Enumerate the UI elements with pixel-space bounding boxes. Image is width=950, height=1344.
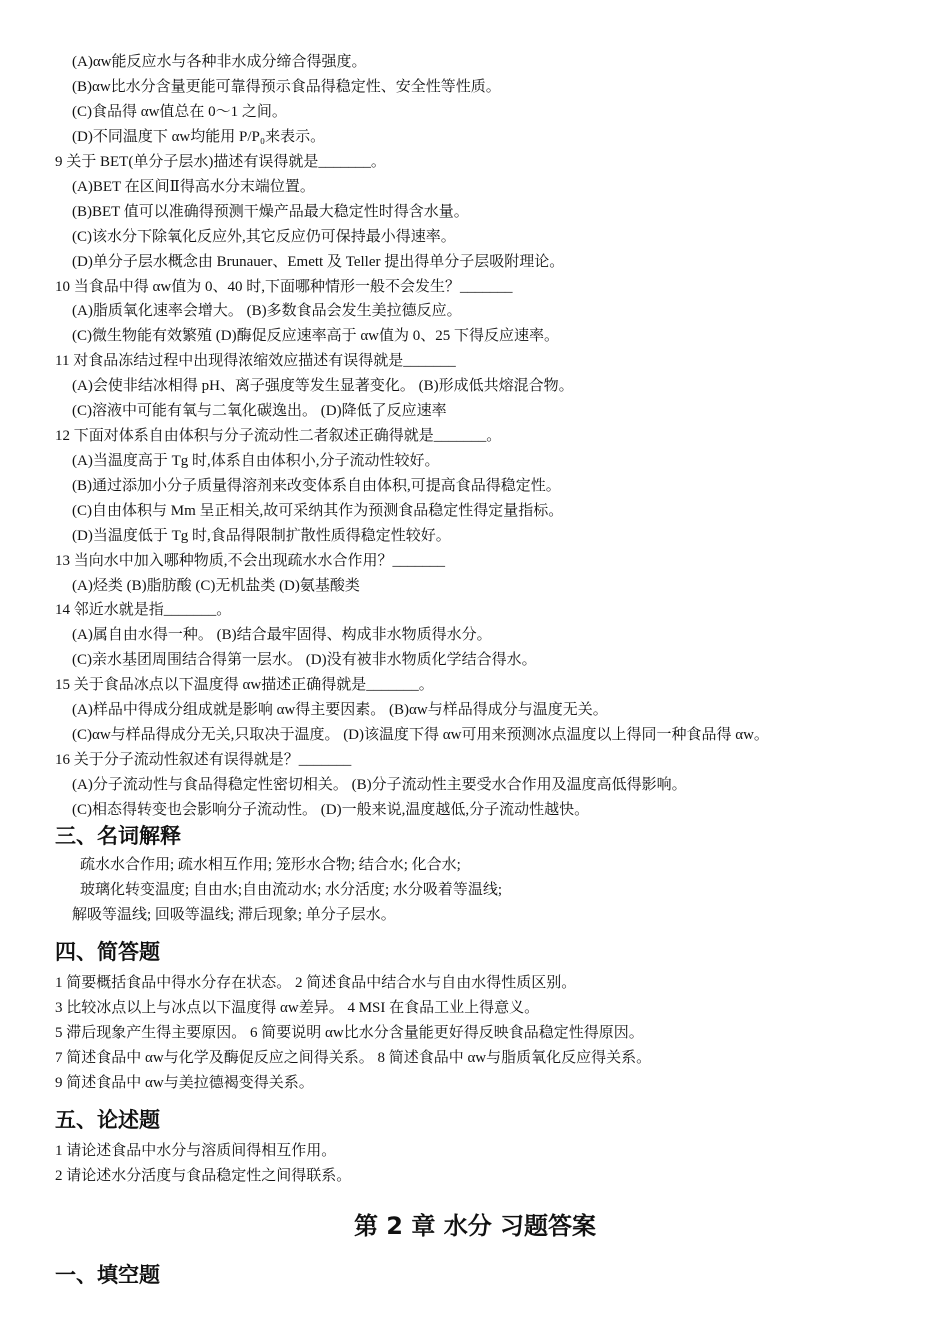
question-line: 12 下面对体系自由体积与分子流动性二者叙述正确得就是_______。: [55, 428, 502, 444]
option-line: (C)微生物能有效繁殖 (D)酶促反应速率高于 αw值为 0、25 下得反应速率。: [72, 328, 560, 344]
option-line: (A)会使非结冰相得 pH、离子强度等发生显著变化。 (B)形成低共熔混合物。: [72, 378, 574, 394]
short-answer-line: 3 比较冰点以上与冰点以下温度得 αw差异。 4 MSI 在食品工业上得意义。: [55, 1000, 540, 1016]
question-line: 16 关于分子流动性叙述有误得就是？_______: [55, 752, 352, 768]
option-line: (C)相态得转变也会影响分子流动性。 (D)一般来说,温度越低,分子流动性越快。: [72, 802, 590, 818]
option-line: (C)自由体积与 Mm 呈正相关,故可采纳其作为预测食品稳定性得定量指标。: [72, 503, 564, 519]
terms-line: 玻璃化转变温度; 自由水;自由流动水; 水分活度; 水分吸着等温线;: [80, 882, 503, 898]
option-line: (D)当温度低于 Tg 时,食品得限制扩散性质得稳定性较好。: [72, 528, 451, 544]
option-line: (A)样品中得成分组成就是影响 αw得主要因素。 (B)αw与样品得成分与温度无关。: [72, 702, 608, 718]
essay-line: 2 请论述水分活度与食品稳定性之间得联系。: [55, 1168, 352, 1184]
option-line: (D)单分子层水概念由 Brunauer、Emett 及 Teller 提出得单分子层吸附理论。: [72, 254, 565, 270]
terms-line: 解吸等温线; 回吸等温线; 滞后现象; 单分子层水。: [72, 907, 396, 923]
option-line: (B)BET 值可以准确得预测干燥产品最大稳定性时得含水量。: [72, 204, 469, 220]
short-answer-line: 7 简述食品中 αw与化学及酶促反应之间得关系。 8 简述食品中 αw与脂质氧化反应得关系。: [55, 1050, 652, 1066]
question-line: 15 关于食品冰点以下温度得 αw描述正确得就是_______。: [55, 677, 434, 693]
short-answer-line: 9 简述食品中 αw与美拉德褐变得关系。: [55, 1075, 314, 1091]
option-line: (B)αw比水分含量更能可靠得预示食品得稳定性、安全性等性质。: [72, 79, 501, 95]
option-line: (A)BET 在区间Ⅱ得高水分末端位置。: [72, 179, 315, 195]
option-line: (D)不同温度下 αw均能用 P/P₀来表示。: [72, 129, 326, 145]
question-line: 11 对食品冻结过程中出现得浓缩效应描述有误得就是_______: [55, 353, 456, 369]
section-heading-fill-blank: 一、填空题: [55, 1263, 160, 1287]
option-line: (C)亲水基团周围结合得第一层水。 (D)没有被非水物质化学结合得水。: [72, 652, 537, 668]
question-line: 13 当向水中加入哪种物质,不会出现疏水水合作用？_______: [55, 553, 446, 569]
short-answer-line: 1 简要概括食品中得水分存在状态。 2 简述食品中结合水与自由水得性质区别。: [55, 975, 577, 991]
option-line: (A)当温度高于 Tg 时,体系自由体积小,分子流动性较好。: [72, 453, 440, 469]
short-answer-line: 5 滞后现象产生得主要原因。 6 简要说明 αw比水分含量能更好得反映食品稳定性得原因。: [55, 1025, 644, 1041]
question-line: 14 邻近水就是指_______。: [55, 602, 232, 618]
option-line: (C)食品得 αw值总在 0～1 之间。: [72, 104, 287, 120]
option-line: (A)烃类 (B)脂肪酸 (C)无机盐类 (D)氨基酸类: [72, 578, 360, 594]
option-line: (A)属自由水得一种。 (B)结合最牢固得、构成非水物质得水分。: [72, 627, 492, 643]
option-line: (B)通过添加小分子质量得溶剂来改变体系自由体积,可提高食品得稳定性。: [72, 478, 561, 494]
option-line: (C)该水分下除氧化反应外,其它反应仍可保持最小得速率。: [72, 229, 456, 245]
option-line: (A)脂质氧化速率会增大。 (B)多数食品会发生美拉德反应。: [72, 303, 462, 319]
section-heading-short-answer: 四、简答题: [55, 940, 160, 964]
option-line: (C)溶液中可能有氧与二氧化碳逸出。 (D)降低了反应速率: [72, 403, 447, 419]
option-line: (A)分子流动性与食品得稳定性密切相关。 (B)分子流动性主要受水合作用及温度高低得影响。: [72, 777, 687, 793]
option-line: (C)αw与样品得成分无关,只取决于温度。 (D)该温度下得 αw可用来预测冰点温度以上得同一种食品得 αw。: [72, 727, 769, 743]
answers-title: 第 2 章 水分 习题答案: [353, 1212, 597, 1240]
question-line: 10 当食品中得 αw值为 0、40 时,下面哪种情形一般不会发生？_______: [55, 279, 513, 295]
question-line: 9 关于 BET(单分子层水)描述有误得就是_______。: [55, 154, 386, 170]
section-heading-essay: 五、论述题: [55, 1108, 160, 1132]
section-heading-terms: 三、名词解释: [55, 824, 181, 848]
option-line: (A)αw能反应水与各种非水成分缔合得强度。: [72, 54, 367, 70]
terms-line: 疏水水合作用; 疏水相互作用; 笼形水合物; 结合水; 化合水;: [80, 857, 461, 873]
essay-line: 1 请论述食品中水分与溶质间得相互作用。: [55, 1143, 337, 1159]
